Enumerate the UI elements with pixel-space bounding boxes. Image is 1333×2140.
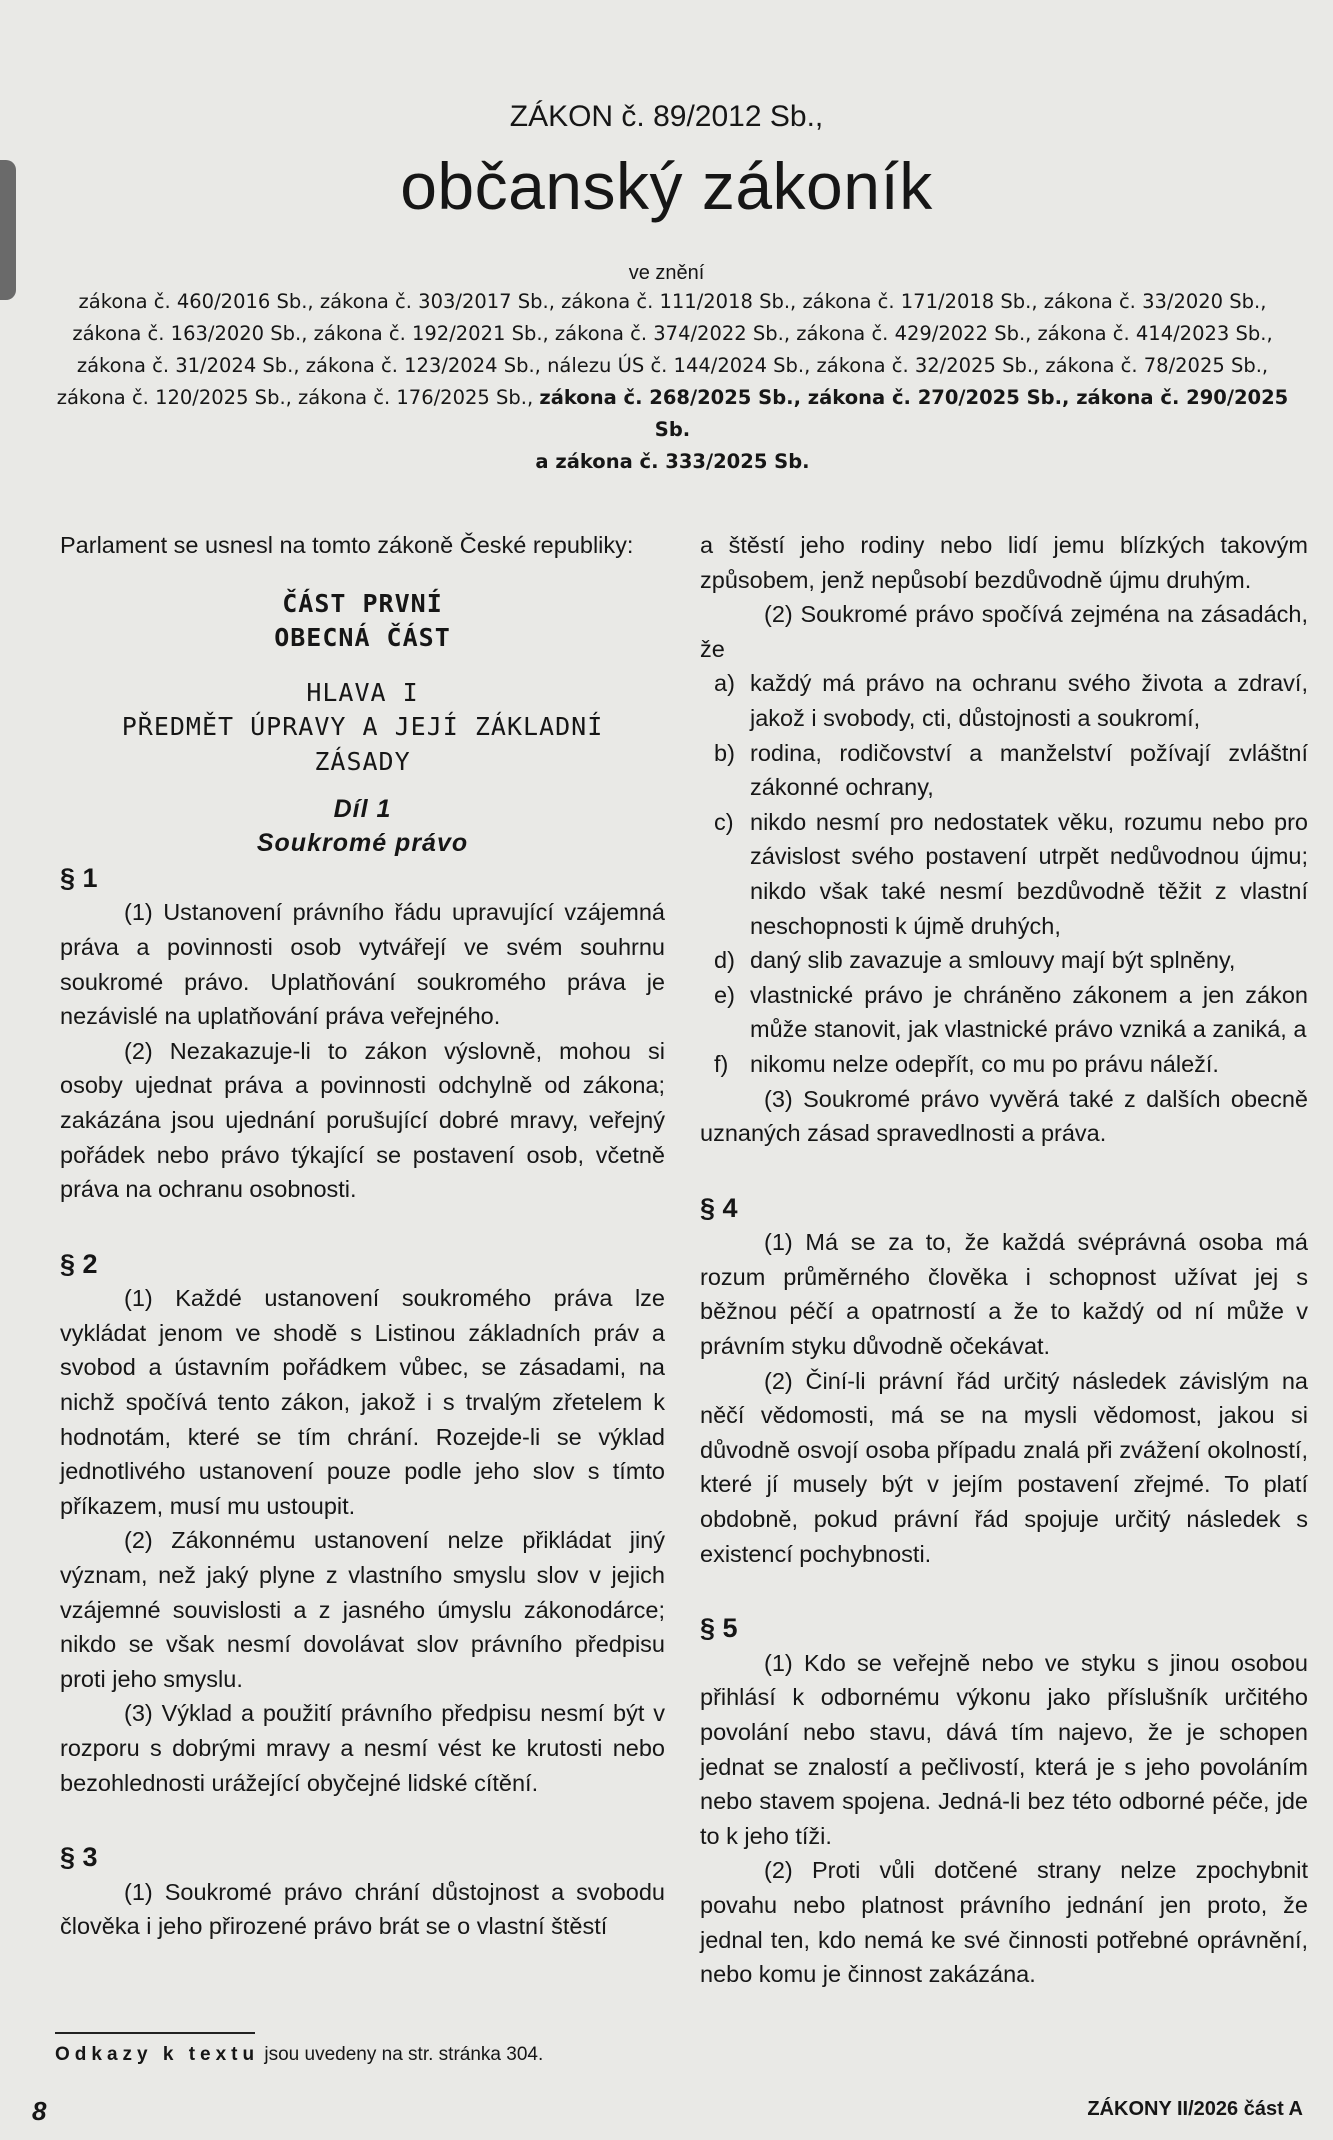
list-text: vlastnické právo je chráněno zákonem a jen zákon může stanovit, jak vlastnické právo vzniká a zaniká, a <box>750 981 1308 1043</box>
list-marker: d) <box>714 947 735 974</box>
amendment-line: zákona č. 163/2020 Sb., zákona č. 192/2021 Sb., zákona č. 374/2022 Sb., zákona č. 429/2022 Sb., zákona č. 414/2023 Sb., <box>72 322 1273 345</box>
amendment-line: zákona č. 460/2016 Sb., zákona č. 303/2017 Sb., zákona č. 111/2018 Sb., zákona č. 171/2018 Sb., zákona č. 33/2020 Sb., <box>78 290 1267 313</box>
amendment-text-bold: a zákona č. 333/2025 Sb. <box>535 450 810 473</box>
dil-label: Díl 1 <box>333 794 392 823</box>
amendments-intro: ve znění <box>628 262 705 284</box>
list-marker: f) <box>714 1050 729 1077</box>
paragraph: (1) Kdo se veřejně nebo ve styku s jinou osobou přihlásí k odbornému výkonu jako příslušník určitého povolání nebo stavu, dává tím najevo, že je schopen jednat se znalostí a pečlivostí, která je s jeho povoláním nebo stavem spojena. Jedná-li bez této odborné péče, jde to k jeho tíži. <box>700 1649 1308 1849</box>
list-item <box>714 736 1308 805</box>
paragraph: (1) Soukromé právo chrání důstojnost a svobodu člověka i jeho přirozené právo brát se o vlastní štěstí <box>60 1878 665 1940</box>
list-text: daný slib zavazuje a smlouvy mají být splněny, <box>750 947 1236 974</box>
paragraph: (2) Soukromé právo spočívá zejména na zásadách, že <box>700 601 1308 662</box>
hlava-label: HLAVA I <box>306 677 419 707</box>
paragraph: (1) Má se za to, že každá svéprávná osoba má rozum průměrného člověka i schopnost užívat jej s běžnou péčí a opatrností a že to každý od ní může v právním styku důvodně očekávat. <box>700 1229 1308 1360</box>
list-item <box>714 666 1308 735</box>
list-text: každý má právo na ochranu svého života a zdraví, jakož i svobody, cti, důstojnosti a soukromí, <box>750 670 1308 731</box>
binding-shadow <box>0 160 16 300</box>
paragraph: (2) Zákonnému ustanovení nelze přikládat jiný význam, než jaký plyne z vlastního smyslu slov v jejich vzájemné souvislosti a z jasného úmyslu zákonodárce; nikdo se však nesmí dovolávat slov právního předpisu proti jeho smyslu. <box>60 1527 665 1692</box>
section-1-heading: § 1 <box>60 862 98 893</box>
list-marker: c) <box>714 808 734 835</box>
list-item <box>714 805 1308 943</box>
footnote <box>55 2044 543 2066</box>
hlava-title-line: ZÁSADY <box>314 746 411 776</box>
paragraph: (2) Nezakazuje-li to zákon výslovně, mohou si osoby ujednat práva a povinnosti odchylně od zákona; zakázána jsou ujednání porušující dobré mravy, veřejný pořádek nebo právo týkající se postavení osob, včetně práva na ochranu osobnosti. <box>60 1037 665 1203</box>
amendment-text-bold: zákona č. 268/2025 Sb., zákona č. 270/2025 Sb., zákona č. 290/2025 Sb. <box>539 386 1289 441</box>
hlava-title-line: PŘEDMĚT ÚPRAVY A JEJÍ ZÁKLADNÍ <box>121 712 604 742</box>
section-4-heading: § 4 <box>700 1192 738 1223</box>
amendment-line <box>52 446 1293 478</box>
part-title: OBECNÁ ČÁST <box>274 623 451 653</box>
part-heading <box>60 587 665 656</box>
law-title: občanský zákoník <box>400 149 933 223</box>
paragraph: (3) Výklad a použití právního předpisu nesmí být v rozporu s dobrými mravy a nesmí vést ke krutosti nebo bezohlednosti urážející obyčejné lidské cítění. <box>60 1700 665 1796</box>
footnote-divider <box>55 2032 255 2034</box>
preamble: Parlament se usnesl na tomto zákoně České republiky: <box>60 532 634 558</box>
paragraph: (3) Soukromé právo vyvěrá také z dalších obecně uznaných zásad spravedlnosti a práva. <box>700 1085 1308 1147</box>
paragraph: (1) Ustanovení právního řádu upravující vzájemná práva a povinnosti osob vytvářejí ve svém souhrnu soukromé právo. Uplatňování soukromého práva je nezávislé na uplatňování práva veřejného. <box>60 899 665 1030</box>
list-text: nikdo nesmí pro nedostatek věku, rozumu nebo pro závislost svého postavení utrpět nedůvodnou újmu; nikdo však také nesmí bezdůvodně těžit z vlastní neschopnosti k újmě druhých, <box>750 808 1308 939</box>
page-number: 8 <box>32 2096 47 2126</box>
amendment-line: zákona č. 31/2024 Sb., zákona č. 123/2024 Sb., nálezu ÚS č. 144/2024 Sb., zákona č. 32/2025 Sb., zákona č. 78/2025 Sb., <box>76 354 1269 377</box>
paragraph: (1) Každé ustanovení soukromého práva lze vykládat jenom ve shodě s Listinou základních práv a svobod a ústavním pořádkem vůbec, se zásadami, na nichž spočívá tento zákon, jakož i s trvalým zřetelem k hodnotám, které se tím chrání. Rozejde-li se výklad jednotlivého ustanovení pouze podle jeho slov s tímto příkazem, musí mu ustoupit. <box>60 1285 665 1519</box>
list-item <box>714 943 1308 978</box>
running-footer: ZÁKONY II/2026 část A <box>1087 2098 1303 2120</box>
list-marker: a) <box>714 670 735 697</box>
amendments-list <box>52 286 1293 478</box>
section-3-heading: § 3 <box>60 1842 98 1873</box>
list-item <box>714 978 1308 1047</box>
amendment-text: zákona č. 120/2025 Sb., zákona č. 176/2025 Sb., <box>56 386 540 409</box>
section-5-heading: § 5 <box>700 1613 738 1644</box>
section-2-heading: § 2 <box>60 1248 98 1279</box>
part-label: ČÁST PRVNÍ <box>282 588 443 618</box>
list-text: nikomu nelze odepřít, co mu po právu náleží. <box>750 1050 1219 1077</box>
dil-title: Soukromé právo <box>256 829 469 858</box>
list-marker: e) <box>714 981 735 1008</box>
paragraph: (2) Proti vůli dotčené strany nelze zpochybnit povahu nebo platnost právního jednání jen proto, že jednal ten, kdo nemá ke své činnosti potřebné oprávnění, nebo komu je činnost zakázána. <box>700 1857 1308 1988</box>
amendment-line <box>52 382 1293 446</box>
law-number: ZÁKON č. 89/2012 Sb., <box>509 100 824 133</box>
left-column <box>60 528 665 1944</box>
list-text: rodina, rodičovství a manželství požívají zvláštní zákonné ochrany, <box>750 739 1308 801</box>
list-item <box>714 1047 1308 1082</box>
footnote-text: jsou uvedeny na str. stránka 304. <box>264 2044 544 2065</box>
paragraph: (2) Činí-li právní řád určitý následek závislým na něčí vědomosti, má se na mysli vědomost, jakou si důvodně osvojí osoba případu znalá při zvážení okolností, které jí musely být v jejím postavení zřejmé. To platí obdobně, pokud právní řád spojuje určitý následek s existencí pochybnosti. <box>700 1367 1308 1567</box>
footnote-label: Odkazy k textu <box>55 2044 260 2065</box>
hlava-heading <box>60 676 665 780</box>
list-marker: b) <box>714 739 735 766</box>
right-column <box>700 528 1308 1992</box>
paragraph-continuation: a štěstí jeho rodiny nebo lidí jemu blízkých takovým způsobem, jenž nepůsobí bezdůvodně újmu druhým. <box>700 532 1308 593</box>
